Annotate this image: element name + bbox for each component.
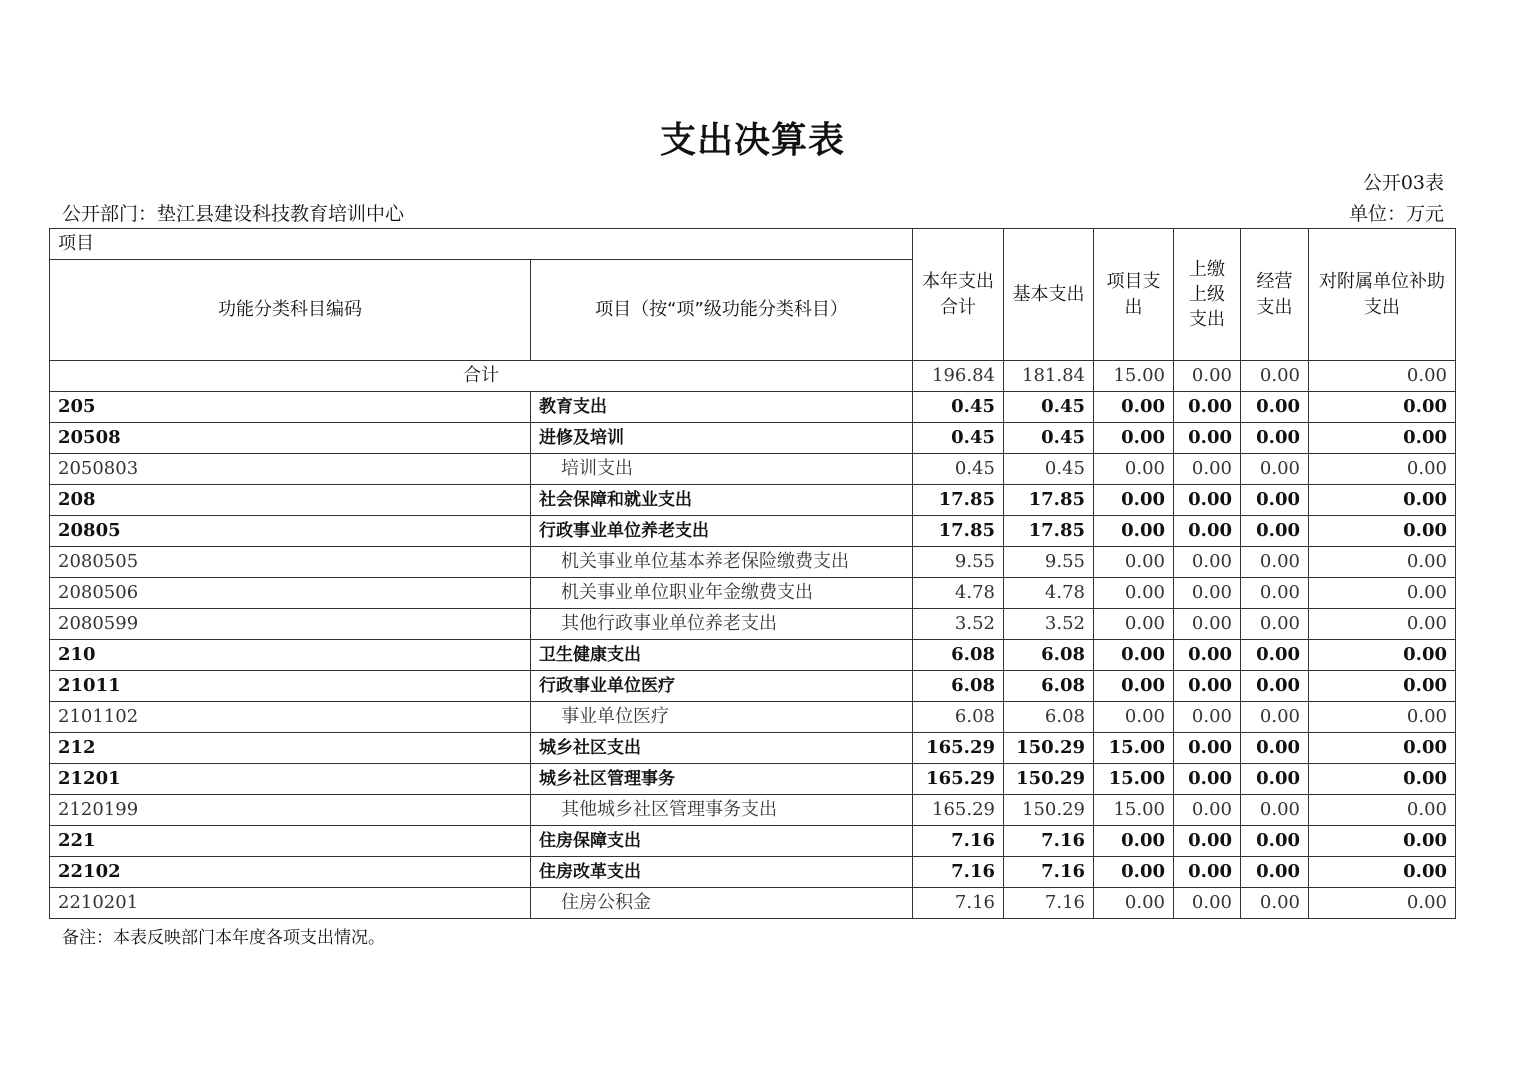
row-value: 0.45 [913,423,1004,454]
row-value: 7.16 [913,857,1004,888]
row-name-cell [531,857,913,888]
row-value: 0.00 [1241,547,1309,578]
row-value: 0.00 [1174,578,1241,609]
row-value: 0.00 [1094,485,1174,516]
row-name-cell [531,454,913,485]
table-row [50,516,1456,547]
table-row [50,671,1456,702]
row-value: 0.00 [1241,640,1309,671]
table-row [50,764,1456,795]
row-name: 住房保障支出 [539,830,641,851]
row-name-cell [531,516,913,547]
row-name: 其他城乡社区管理事务支出 [561,799,777,820]
table-body [50,361,1456,919]
row-code: 2210201 [50,888,531,919]
total-value: 0.00 [1309,361,1456,392]
row-value: 0.00 [1309,640,1456,671]
row-value: 0.00 [1309,485,1456,516]
row-value: 0.45 [913,454,1004,485]
row-value: 0.00 [1241,857,1309,888]
header-total: 本年支出合计 [913,229,1004,361]
row-name: 机关事业单位职业年金缴费支出 [561,582,813,603]
row-name-cell [531,795,913,826]
total-value: 15.00 [1094,361,1174,392]
row-value: 7.16 [1004,857,1094,888]
row-code: 21201 [50,764,531,795]
row-code: 210 [50,640,531,671]
row-value: 0.00 [1174,795,1241,826]
table-row [50,392,1456,423]
row-value: 150.29 [1004,795,1094,826]
header-subsidy: 对附属单位补助支出 [1309,229,1456,361]
row-code: 2080506 [50,578,531,609]
row-value: 0.00 [1241,702,1309,733]
header-project-expense: 项目支出 [1094,229,1174,361]
row-code: 21011 [50,671,531,702]
row-name: 城乡社区管理事务 [539,768,675,789]
row-value: 0.00 [1094,671,1174,702]
row-value: 0.00 [1094,702,1174,733]
row-name: 培训支出 [561,458,633,479]
row-value: 0.00 [1174,733,1241,764]
row-value: 0.00 [1309,733,1456,764]
row-name-cell [531,423,913,454]
row-value: 150.29 [1004,733,1094,764]
total-value: 0.00 [1241,361,1309,392]
row-value: 0.00 [1241,826,1309,857]
header-basic: 基本支出 [1004,229,1094,361]
row-value: 0.00 [1094,640,1174,671]
table-row [50,888,1456,919]
row-value: 0.00 [1309,826,1456,857]
row-value: 9.55 [913,547,1004,578]
row-value: 6.08 [1004,640,1094,671]
row-value: 0.00 [1309,795,1456,826]
row-name-cell [531,609,913,640]
row-value: 0.00 [1241,671,1309,702]
row-value: 165.29 [913,733,1004,764]
row-code: 2050803 [50,454,531,485]
row-name: 机关事业单位基本养老保险缴费支出 [561,551,849,572]
row-value: 0.00 [1241,888,1309,919]
row-value: 0.45 [1004,392,1094,423]
row-value: 15.00 [1094,764,1174,795]
page-title: 支出决算表 [659,120,845,161]
row-value: 7.16 [1004,826,1094,857]
row-code: 2080599 [50,609,531,640]
row-value: 4.78 [1004,578,1094,609]
row-code: 221 [50,826,531,857]
row-value: 165.29 [913,764,1004,795]
row-name-cell [531,671,913,702]
row-name: 社会保障和就业支出 [539,489,692,510]
row-value: 0.00 [1241,392,1309,423]
row-value: 9.55 [1004,547,1094,578]
row-value: 7.16 [913,888,1004,919]
row-value: 0.00 [1241,609,1309,640]
row-value: 165.29 [913,795,1004,826]
row-value: 17.85 [913,516,1004,547]
header-operating: 经营支出 [1241,229,1309,361]
row-value: 7.16 [1004,888,1094,919]
row-value: 3.52 [1004,609,1094,640]
row-value: 0.00 [1094,547,1174,578]
table-row [50,578,1456,609]
row-value: 0.00 [1174,516,1241,547]
row-name-cell [531,733,913,764]
department-label: 公开部门：垫江县建设科技教育培训中心 [62,203,405,225]
row-value: 0.00 [1309,888,1456,919]
row-code: 22102 [50,857,531,888]
row-value: 6.08 [913,640,1004,671]
row-value: 0.00 [1174,857,1241,888]
row-value: 0.00 [1094,888,1174,919]
row-code: 208 [50,485,531,516]
row-value: 0.00 [1309,578,1456,609]
row-code: 2080505 [50,547,531,578]
row-value: 0.00 [1241,485,1309,516]
row-value: 7.16 [913,826,1004,857]
table-row [50,423,1456,454]
row-value: 0.00 [1174,826,1241,857]
row-value: 0.00 [1094,392,1174,423]
row-name: 事业单位医疗 [561,706,669,727]
row-value: 6.08 [913,702,1004,733]
row-value: 0.00 [1174,485,1241,516]
expenditure-table [49,228,1456,919]
row-value: 0.00 [1241,578,1309,609]
row-value: 15.00 [1094,795,1174,826]
unit-label: 单位：万元 [1348,203,1444,225]
row-code: 2120199 [50,795,531,826]
total-value: 196.84 [913,361,1004,392]
row-name: 城乡社区支出 [539,737,641,758]
row-value: 0.00 [1309,609,1456,640]
row-name-cell [531,702,913,733]
total-row [50,361,1456,392]
row-name-cell [531,764,913,795]
row-value: 0.00 [1309,764,1456,795]
row-name: 行政事业单位医疗 [539,675,675,696]
row-name: 其他行政事业单位养老支出 [561,613,777,634]
row-value: 0.00 [1241,454,1309,485]
row-value: 0.00 [1174,547,1241,578]
row-value: 0.00 [1309,547,1456,578]
row-name: 住房公积金 [561,892,651,913]
row-name: 行政事业单位养老支出 [539,520,709,541]
row-value: 0.00 [1309,392,1456,423]
row-value: 0.00 [1174,454,1241,485]
row-value: 0.00 [1309,516,1456,547]
table-row [50,640,1456,671]
row-value: 6.08 [1004,702,1094,733]
row-value: 150.29 [1004,764,1094,795]
table-row [50,826,1456,857]
table-row [50,547,1456,578]
row-value: 17.85 [913,485,1004,516]
row-value: 0.00 [1094,857,1174,888]
row-value: 0.00 [1174,888,1241,919]
row-name: 教育支出 [539,396,607,417]
header-project: 项目 [50,229,913,260]
row-value: 0.00 [1174,609,1241,640]
row-name: 进修及培训 [539,427,624,448]
table-row [50,733,1456,764]
row-code: 20805 [50,516,531,547]
row-name-cell [531,826,913,857]
row-value: 0.00 [1241,733,1309,764]
header-name: 项目（按“项”级功能分类科目） [531,260,913,361]
row-value: 0.00 [1309,702,1456,733]
table-row [50,485,1456,516]
header-code: 功能分类科目编码 [50,260,531,361]
row-value: 0.00 [1309,454,1456,485]
row-value: 0.00 [1174,423,1241,454]
row-value: 4.78 [913,578,1004,609]
row-value: 0.00 [1174,392,1241,423]
row-value: 0.00 [1174,702,1241,733]
row-value: 0.45 [1004,423,1094,454]
row-value: 0.00 [1174,671,1241,702]
row-value: 0.00 [1241,795,1309,826]
table-row [50,702,1456,733]
total-value: 0.00 [1174,361,1241,392]
row-value: 6.08 [913,671,1004,702]
table-row [50,795,1456,826]
row-code: 205 [50,392,531,423]
row-code: 2101102 [50,702,531,733]
row-value: 0.00 [1094,609,1174,640]
total-value: 181.84 [1004,361,1094,392]
row-value: 0.00 [1241,516,1309,547]
row-value: 0.00 [1309,857,1456,888]
row-code: 20508 [50,423,531,454]
row-name: 住房改革支出 [539,861,641,882]
total-label: 合计 [50,361,913,392]
row-name-cell [531,578,913,609]
row-value: 0.00 [1241,423,1309,454]
table-row [50,609,1456,640]
row-value: 0.00 [1309,671,1456,702]
row-value: 0.00 [1094,826,1174,857]
row-name-cell [531,547,913,578]
row-name-cell [531,485,913,516]
form-number: 公开03表 [1362,172,1444,194]
row-name-cell [531,392,913,423]
row-value: 3.52 [913,609,1004,640]
row-name-cell [531,640,913,671]
row-value: 0.00 [1174,764,1241,795]
header-remit: 上缴上级支出 [1174,229,1241,361]
row-value: 0.00 [1309,423,1456,454]
row-value: 0.00 [1094,454,1174,485]
row-value: 0.00 [1094,578,1174,609]
row-code: 212 [50,733,531,764]
row-value: 0.45 [1004,454,1094,485]
row-value: 0.00 [1174,640,1241,671]
row-name: 卫生健康支出 [539,644,641,665]
row-value: 17.85 [1004,516,1094,547]
row-value: 17.85 [1004,485,1094,516]
row-value: 6.08 [1004,671,1094,702]
footnote: 备注：本表反映部门本年度各项支出情况。 [62,928,385,948]
row-value: 0.00 [1094,423,1174,454]
row-value: 15.00 [1094,733,1174,764]
row-value: 0.00 [1241,764,1309,795]
row-value: 0.00 [1094,516,1174,547]
table-row [50,857,1456,888]
row-value: 0.45 [913,392,1004,423]
table-row [50,454,1456,485]
row-name-cell [531,888,913,919]
